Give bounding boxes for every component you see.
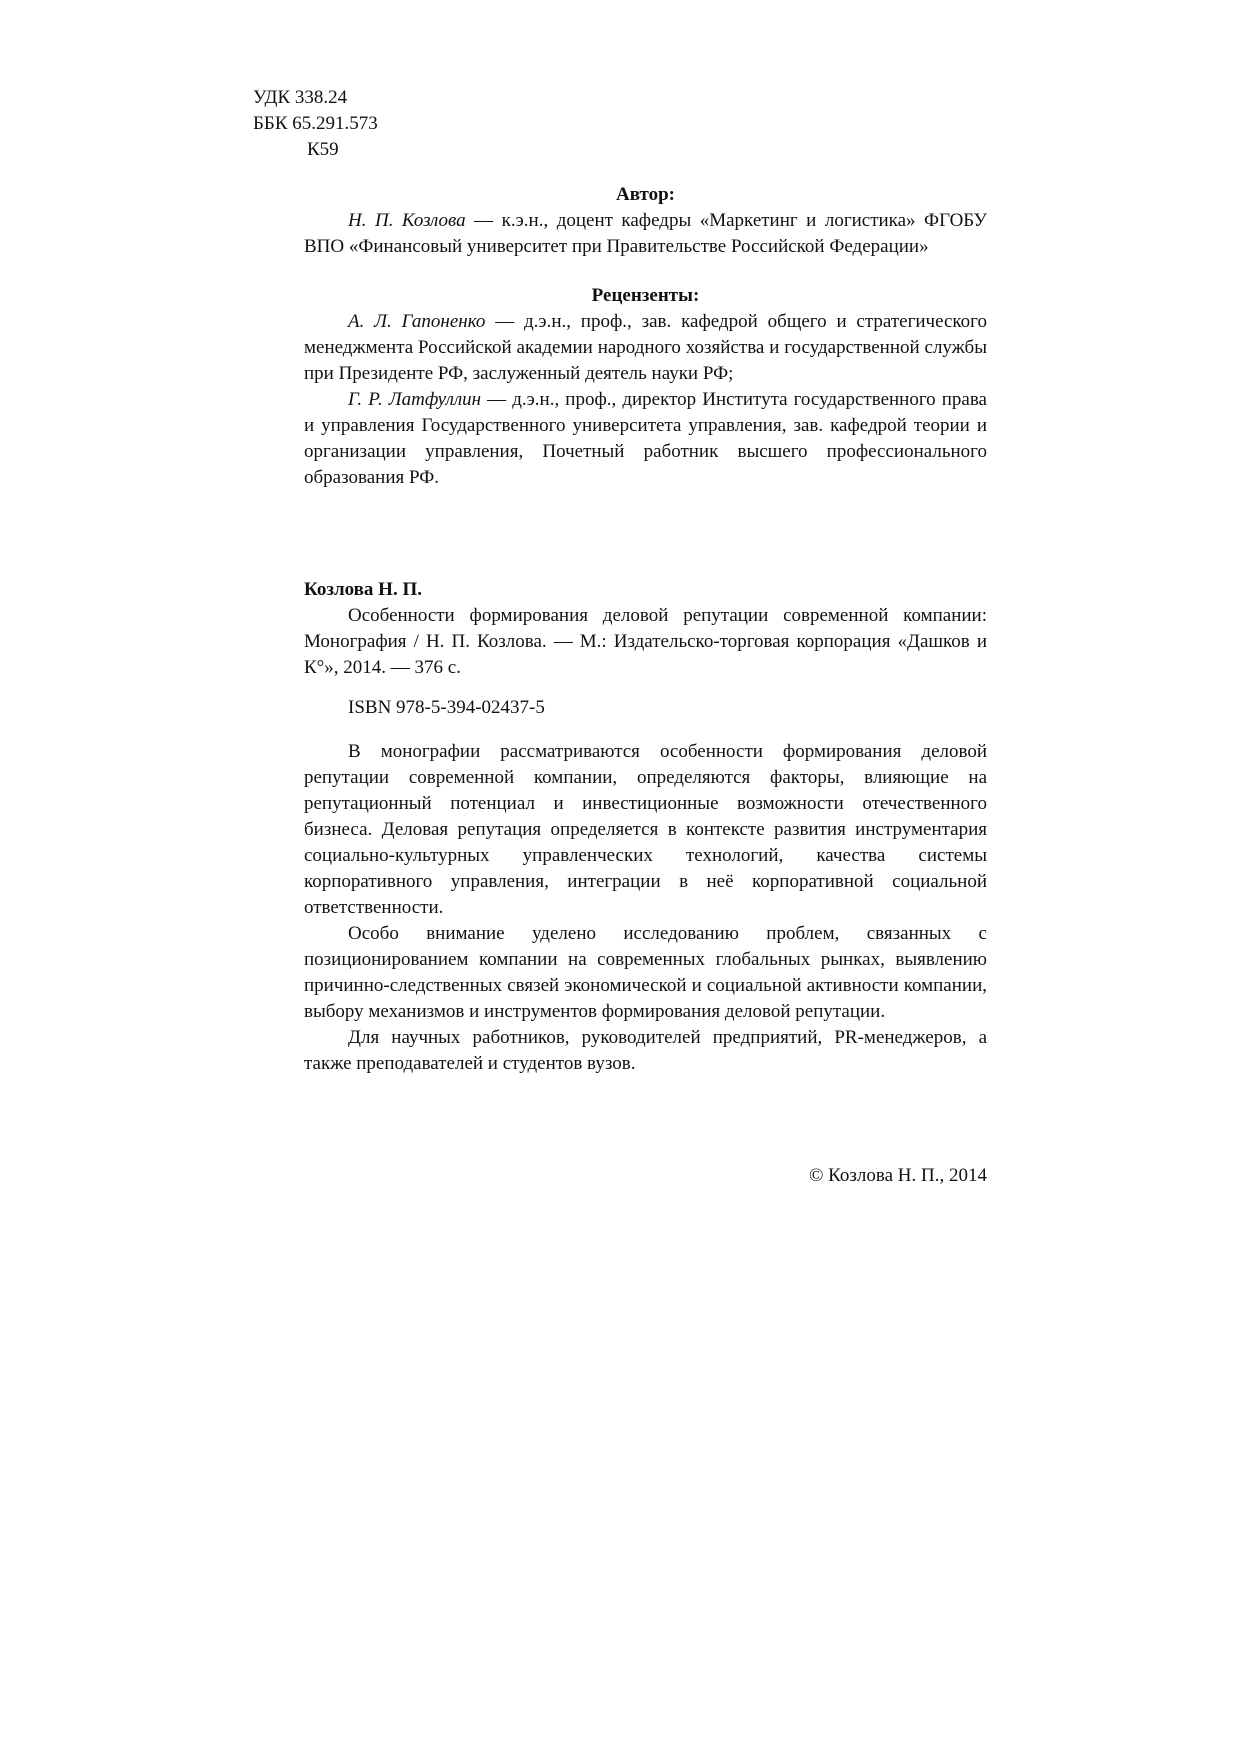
bibliographic-record — [304, 577, 987, 681]
copyright-notice: © Козлова Н. П., 2014 — [809, 1165, 987, 1186]
reviewer-name: Г. Р. Латфуллин — [348, 389, 482, 410]
reviewer-paragraph — [304, 309, 987, 387]
author-section — [304, 182, 987, 260]
reviewer-name: А. Л. Гапоненко — [348, 311, 486, 332]
abstract — [304, 739, 987, 1077]
author-paragraph — [304, 208, 987, 260]
bibliographic-author: Козлова Н. П. — [304, 579, 422, 600]
reviewer-paragraph — [304, 387, 987, 491]
bbk-code: ББК 65.291.573 — [253, 113, 378, 134]
author-mark: К59 — [307, 139, 339, 160]
abstract-paragraph: Для научных работников, руководителей предприятий, PR-менеджеров, а также преподавателей и студентов вузов. — [304, 1027, 987, 1074]
reviewers-heading: Рецензенты: — [591, 285, 700, 306]
reviewer-description: — д.э.н., проф., зав. кафедрой общего и стратегического менеджмента Российской академии народного хозяйства и государственной службы при Президенте РФ, заслуженный деятель науки РФ; — [304, 311, 988, 384]
author-heading: Автор: — [616, 184, 675, 205]
udk-code: УДК 338.24 — [253, 87, 348, 108]
bibliographic-entry: Особенности формирования деловой репутации современной компании: Монография / Н. П. Козлова. — М.: Издательско-торговая корпорация «Дашков и К°», 2014. — 376 с. — [304, 605, 987, 678]
abstract-paragraph: В монографии рассматриваются особенности формирования деловой репутации современной компании, определяются факторы, влияющие на репутационный потенциал и инвестиционные возможности отечественного бизнеса. Деловая репутация определяется в контексте развития инструментария социально-культурных управленческих технологий, качества системы корпоративного управления, интеграции в неё корпоративной социальной ответственности. — [304, 741, 987, 918]
classification-codes — [253, 85, 453, 163]
author-name: Н. П. Козлова — [348, 210, 466, 231]
author-description: — к.э.н., доцент кафедры «Маркетинг и логистика» ФГОБУ ВПО «Финансовый университет при Правительстве Российской Федерации» — [304, 210, 987, 257]
isbn: ISBN 978-5-394-02437-5 — [348, 697, 545, 718]
reviewers-section — [304, 283, 987, 491]
reviewer-description: — д.э.н., проф., директор Института государственного права и управления Государственного университета управления, зав. кафедрой теории и организации управления, Почетный работник высшего профессионального образования РФ. — [304, 389, 987, 488]
abstract-paragraph: Особо внимание уделено исследованию проблем, связанных с позиционированием компании на современных глобальных рынках, выявлению причинно-следственных связей экономической и социальной активности компании, выбору механизмов и инструментов формирования деловой репутации. — [304, 923, 987, 1022]
